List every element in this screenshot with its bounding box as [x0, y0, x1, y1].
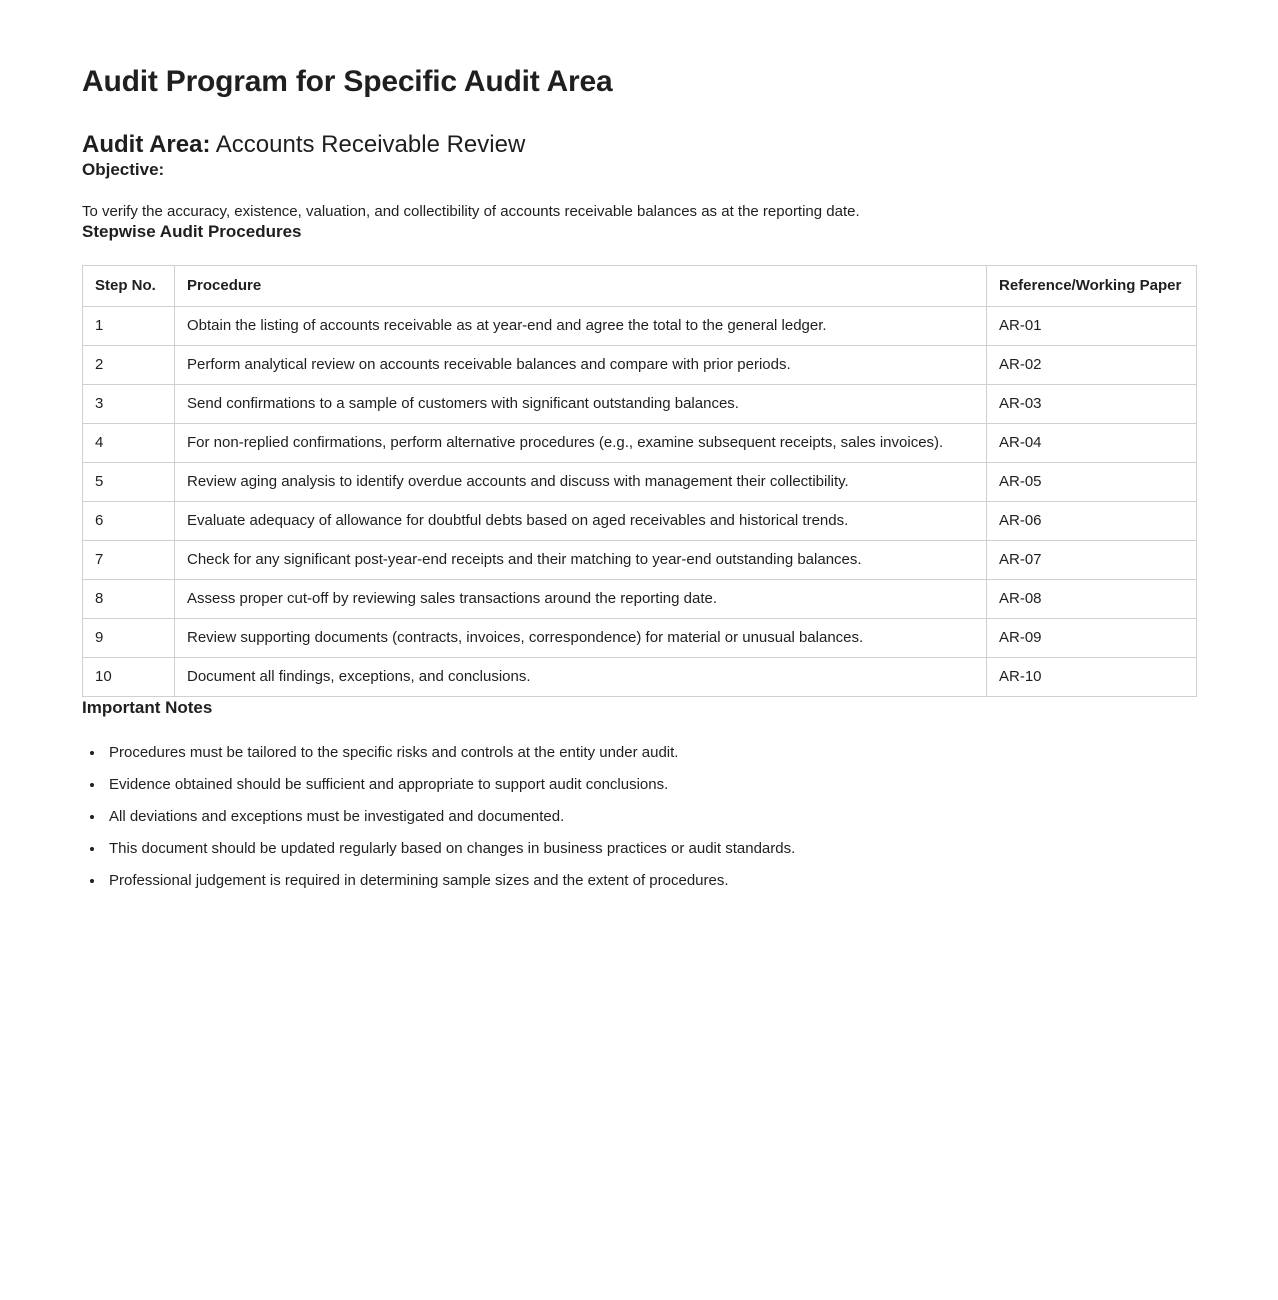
column-header-procedure: Procedure	[175, 266, 987, 307]
table-header-row	[83, 266, 1197, 307]
table-row	[83, 346, 1197, 385]
reference-cell: AR-01	[987, 307, 1197, 346]
reference-cell: AR-07	[987, 541, 1197, 580]
step-cell: 10	[83, 658, 175, 697]
page-title: Audit Program for Specific Audit Area	[82, 65, 613, 98]
reference-cell: AR-10	[987, 658, 1197, 697]
table-row	[83, 658, 1197, 697]
column-header-reference: Reference/Working Paper	[987, 266, 1197, 307]
table-row	[83, 424, 1197, 463]
objective-heading: Objective:	[82, 160, 165, 179]
reference-cell: AR-03	[987, 385, 1197, 424]
procedure-cell: Document all findings, exceptions, and conclusions.	[175, 658, 987, 697]
table-row	[83, 541, 1197, 580]
list-item: • Professional judgement is required in determining sample sizes and the extent of procedures.	[105, 871, 1196, 890]
notes-heading: Important Notes	[82, 698, 213, 717]
objective-text: To verify the accuracy, existence, valuation, and collectibility of accounts receivable balances as at the reporting date.	[82, 203, 860, 220]
table-row	[83, 463, 1197, 502]
list-item: • Procedures must be tailored to the specific risks and controls at the entity under audit.	[105, 743, 1196, 762]
step-cell: 1	[83, 307, 175, 346]
step-cell: 8	[83, 580, 175, 619]
reference-cell: AR-05	[987, 463, 1197, 502]
procedure-cell: Review aging analysis to identify overdue accounts and discuss with management their collectibility.	[175, 463, 987, 502]
list-item: • Evidence obtained should be sufficient and appropriate to support audit conclusions.	[105, 775, 1196, 794]
reference-cell: AR-02	[987, 346, 1197, 385]
step-cell: 5	[83, 463, 175, 502]
procedure-cell: For non-replied confirmations, perform alternative procedures (e.g., examine subsequent receipts, sales invoices).	[175, 424, 987, 463]
procedure-cell: Assess proper cut-off by reviewing sales transactions around the reporting date.	[175, 580, 987, 619]
column-header-step: Step No.	[83, 266, 175, 307]
procedure-cell: Send confirmations to a sample of customers with significant outstanding balances.	[175, 385, 987, 424]
table-row	[83, 385, 1197, 424]
step-cell: 2	[83, 346, 175, 385]
step-cell: 6	[83, 502, 175, 541]
step-cell: 3	[83, 385, 175, 424]
procedure-cell: Review supporting documents (contracts, invoices, correspondence) for material or unusual balances.	[175, 619, 987, 658]
reference-cell: AR-06	[987, 502, 1197, 541]
reference-cell: AR-08	[987, 580, 1197, 619]
table-row	[83, 619, 1197, 658]
procedure-cell: Check for any significant post-year-end receipts and their matching to year-end outstanding balances.	[175, 541, 987, 580]
audit-area-label: Audit Area:	[82, 131, 211, 158]
audit-area-value: Accounts Receivable Review	[210, 131, 526, 158]
audit-area-heading	[82, 130, 1196, 159]
procedure-cell: Obtain the listing of accounts receivable as at year-end and agree the total to the general ledger.	[175, 307, 987, 346]
procedures-heading: Stepwise Audit Procedures	[82, 222, 302, 241]
step-cell: 4	[83, 424, 175, 463]
step-cell: 9	[83, 619, 175, 658]
table-row	[83, 502, 1197, 541]
procedure-cell: Evaluate adequacy of allowance for doubtful debts based on aged receivables and historical trends.	[175, 502, 987, 541]
reference-cell: AR-04	[987, 424, 1197, 463]
table-row	[83, 307, 1197, 346]
procedure-cell: Perform analytical review on accounts receivable balances and compare with prior periods.	[175, 346, 987, 385]
list-item: • All deviations and exceptions must be investigated and documented.	[105, 807, 1196, 826]
notes-list	[82, 743, 1196, 890]
procedures-table	[82, 265, 1197, 697]
table-row	[83, 580, 1197, 619]
reference-cell: AR-09	[987, 619, 1197, 658]
step-cell: 7	[83, 541, 175, 580]
list-item: • This document should be updated regularly based on changes in business practices or audit standards.	[105, 839, 1196, 858]
